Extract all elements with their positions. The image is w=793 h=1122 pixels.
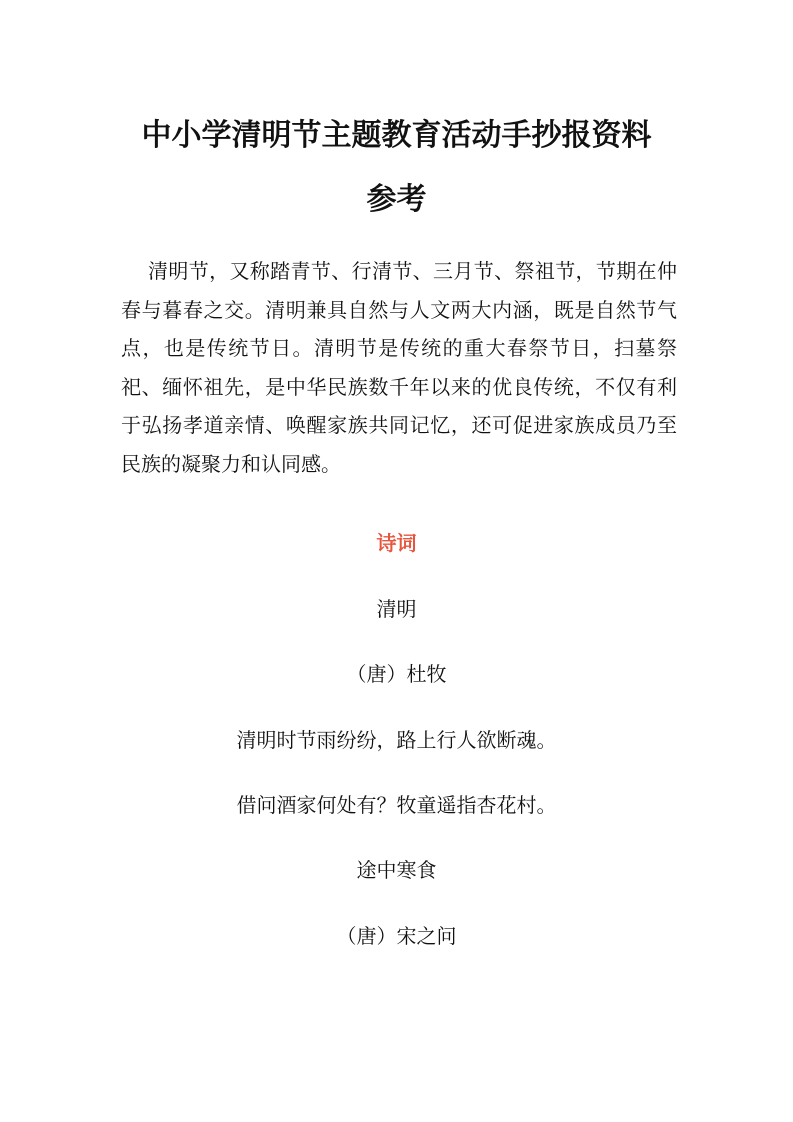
intro-paragraph: 清明节，又称踏青节、行清节、三月节、祭祖节，节期在仲春与暮春之交。清明兼具自然与人文两大内涵，既是自然节气点，也是传统节日。清明节是传统的重大春祭节日，扫墓祭祀、缅怀祖先，是中华民族数千年以来的优良传统，不仅有利于弘扬孝道亲情、唤醒家族共同记忆，还可促进家族成员乃至民族的凝聚力和认同感。 bbox=[121, 259, 677, 476]
poem-author: （唐）杜牧 bbox=[346, 662, 447, 686]
poem-line: 借问酒家何处有？牧童遥指杏花村。 bbox=[236, 793, 557, 817]
poem-title: 清明 bbox=[376, 597, 417, 621]
poem-line: 清明时节雨纷纷，路上行人欲断魂。 bbox=[236, 728, 557, 752]
document-title-line-1: 中小学清明节主题教育活动手抄报资料 bbox=[141, 118, 652, 153]
section-heading-poems: 诗词 bbox=[376, 531, 417, 555]
document-title-line-2: 参考 bbox=[366, 182, 427, 217]
poem-author: （唐）宋之问 bbox=[336, 924, 457, 948]
poem-title: 途中寒食 bbox=[356, 858, 437, 882]
